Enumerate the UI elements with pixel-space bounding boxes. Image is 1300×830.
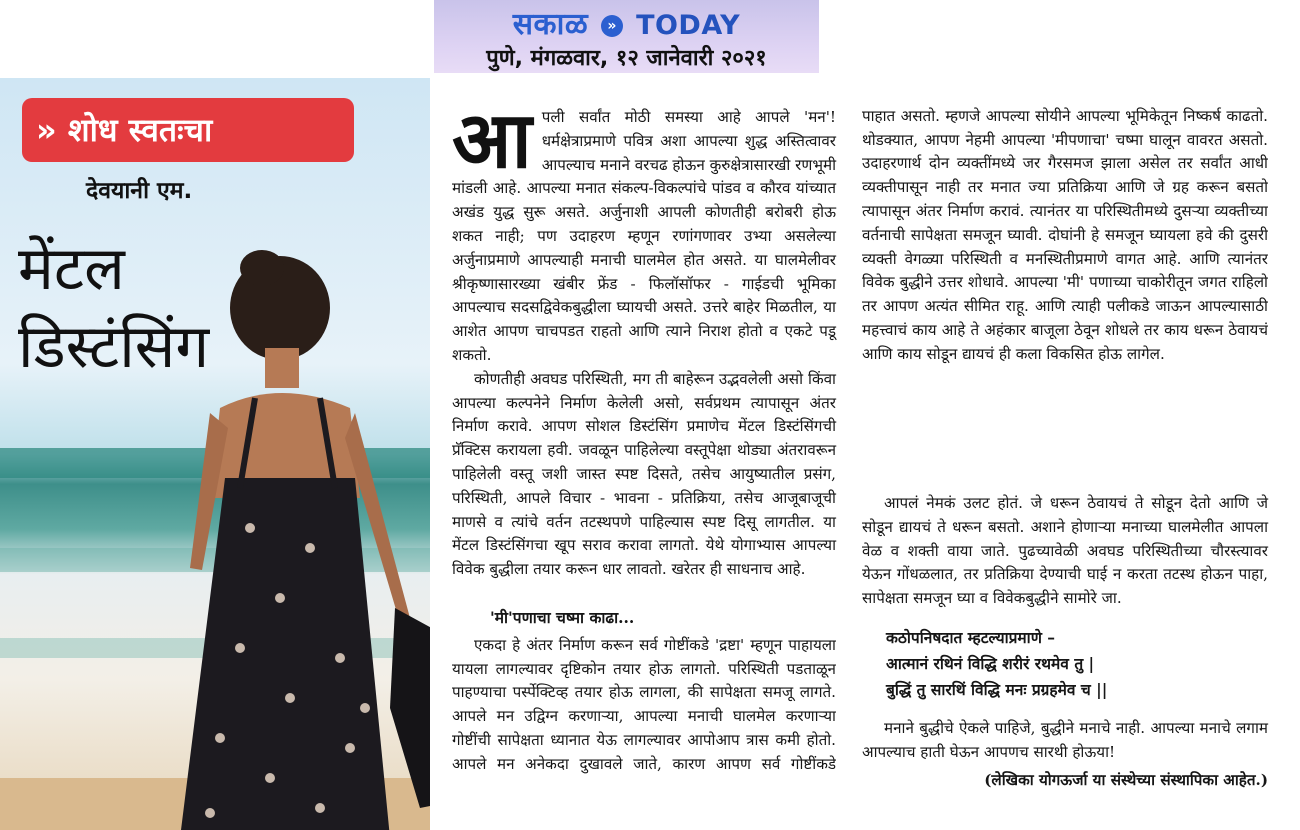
paragraph: मनाने बुद्धीचे ऐकले पाहिजे, बुद्धीने मनाचे नाही. आपल्या मनाचे लगाम आपल्याच हाती घेऊन आपणच सारथी होऊया!: [862, 718, 1268, 761]
column-label-badge: [22, 98, 354, 162]
paragraph-continued: [862, 106, 1268, 490]
double-chevron-right-icon: »: [36, 111, 57, 149]
masthead-brand: [434, 2, 819, 43]
author-note: (लेखिका योगऊर्जा या संस्थेच्या संस्थापिका आहेत.): [984, 770, 1268, 789]
verse-block: [886, 625, 1268, 703]
article-column-1: [452, 96, 837, 778]
headline-line1: मेंटल: [18, 234, 125, 304]
column-label: शोध स्वतःचा: [67, 111, 213, 149]
paragraph: कोणतीही अवघड परिस्थिती, मग ती बाहेरून उद्भवलेली असो किंवा आपल्या कल्पनेने निर्माण केलेली असो, सर्वप्रथम त्यापासून अंतर निर्माण करावे. आपण सोशल डिस्टंसिंग प्रमाणेच मेंटल डिस्टंसिंगची प्रॅक्टिस करायला हवी. जवळून पाहिलेल्या वस्तूपेक्षा थोड्या अंतरावरून पाहिलेली वस्तू जशी जास्त स्पष्ट दिसते, तसेच आयुष्यातील प्रसंग, परिस्थिती, आपले विचार - भावना - प्रतिक्रिया, तसेच आजूबाजूची माणसे व त्यांचे वर्तन तटस्थपणे पाहिल्यास स्पष्ट दिसू लागतील. या मेंटल डिस्टंसिंगचा खूप सराव करावा लागतो. येथे योगाभ्यास आपल्या विवेक बुद्धीला तयार करून धार लावतो. खरेतर ही साधनाच आहे.: [452, 369, 836, 579]
article-column-2: [862, 106, 1268, 792]
masthead: [434, 0, 819, 73]
section-subheading: 'मी'पणाचा चष्मा काढा...: [490, 607, 635, 627]
verse-line: बुद्धिं तु सारथिं विद्धि मनः प्रग्रहमेव च ||: [886, 679, 1108, 699]
double-chevron-right-icon: »: [601, 15, 623, 37]
paragraph: [452, 96, 837, 368]
spacer: [862, 703, 1268, 717]
brand-name: सकाळ: [512, 7, 589, 42]
feature-photo: [0, 78, 430, 830]
paragraph-text: पली सर्वांत मोठी समस्या आहे आपले 'मन'! धर्मक्षेत्राप्रमाणे पवित्र अशा आपल्या शुद्ध अस्तित्वावर आपल्याच मनाने वरचढ होऊन कुरुक्षेत्रासारखी रणभूमी मांडली आहे. आपल्या मनात संकल्प-विकल्पांचे पांडव व कौरव यांच्यात अखंड युद्ध सुरू असते. अर्जुनाशी आपली कोणतीही बरोबरी होऊ शकत नाही; पण उदाहरण म्हणून रणांगणावर उभ्या असलेल्या अर्जुनाप्रमाणे आपल्याही मनाची घालमेल होत असते. या घालमेलीवर श्रीकृष्णासारख्या खंबीर फ्रेंड - फिलॉसॉफर - गाईडची भूमिका आपल्याच सदसद्विवेकबुद्धीला घ्यायची असते. उत्तरे बाहेर मिळतील, या आशेत आपण चाचपडत राहतो आणि त्याने निराश होतो व एकटे पडू शकतो.: [452, 108, 837, 364]
paragraph: आपलं नेमकं उलट होतं. जे धरून ठेवायचं ते सोडून देतो आणि जे सोडून द्यायचं ते धरून बसतो. अशाने होणाऱ्या मनाच्या घालमेलीत आपला वेळ व शक्ती वाया जाते. पुढच्यावेळी अवघड परिस्थितीच्या चौरस्त्यावर येऊन गोंधळलात, तर प्रतिक्रिया देण्याची घाई न करता तटस्थ होऊन पाहा, सापेक्षता समजून घ्या व विवेकबुद्धीने सामोरे जा.: [862, 494, 1268, 608]
author-name: देवयानी एम.: [86, 178, 193, 204]
article-body: [430, 78, 1300, 830]
drop-cap: आ: [452, 96, 532, 186]
masthead-date: पुणे, मंगळवार, १२ जानेवारी २०२१: [486, 46, 767, 71]
paragraph-split: एकदा हे अंतर निर्माण करून सर्व गोष्टींकडे 'द्रष्टा' म्हणून पाहायला यायला लागल्यावर दृष्टिकोन तयार होऊ लागतो. परिस्थिती पडताळून पाहण्याचा पर्स्पेक्टिव्ह तयार होऊ लागला, की सापेक्षता समजू लागते. आपले मन उद्विग्न करणाऱ्या, आपल्या मनाची घालमेल करणाऱ्या गोष्टींची सापेक्षता ध्यानात येऊ लागल्यावर आपोआप त्रास कमी होतो. आपले मन अनेकदा दुखावले जाते, कारण आपण सर्व गोष्टींकडे: [452, 635, 836, 773]
headline: [18, 230, 209, 386]
verse-intro: कठोपनिषदात म्हटल्याप्रमाणे –: [886, 627, 1056, 647]
verse-line: आत्मानं रथिनं विद्धि शरीरं रथमेव तु |: [886, 653, 1095, 673]
brand-suffix: TODAY: [636, 10, 741, 41]
headline-line2: डिस्टंसिंग: [18, 312, 210, 382]
paragraph-continued-text: पाहात असतो. म्हणजे आपल्या सोयीने आपल्या भूमिकेतून निष्कर्ष काढतो. थोडक्यात, आपण नेहमी आपल्या 'मीपणाचा' चष्मा घालून वावरत असतो. उदाहरणार्थ दोन व्यक्तींमध्ये जर गैरसमज झाला असेल तर सर्वांत आधी व्यक्तीपासून नाही तर मनात ज्या प्रतिक्रिया आणि जे ग्रह करून बसतो त्यापासून अंतर निर्माण करावं. त्यानंतर या परिस्थितीमध्ये दुसऱ्या व्यक्तीच्या वर्तनाची सापेक्षता समजून घ्यावी. दोघांनी हे समजून घ्यायला हवे की दुसरी व्यक्ती वेगळ्या परिस्थिती व मनस्थितीप्रमाणे वागत आहे. आणि त्यानंतर विवेक बुद्धीने उत्तर शोधावे. आपल्या 'मी' पणाच्या चाकोरीतून जगत राहिलो तर आपण अत्यंत सीमित राहू. आणि त्याही पलीकडे जाऊन आपल्यासाठी महत्त्वाचं काय आहे ते अहंकार बाजूला ठेवून शोधले तर काय धरून ठेवायचं आणि काय सोडून द्यायचं ही कला विकसित होऊ लागेल.: [862, 106, 1268, 363]
